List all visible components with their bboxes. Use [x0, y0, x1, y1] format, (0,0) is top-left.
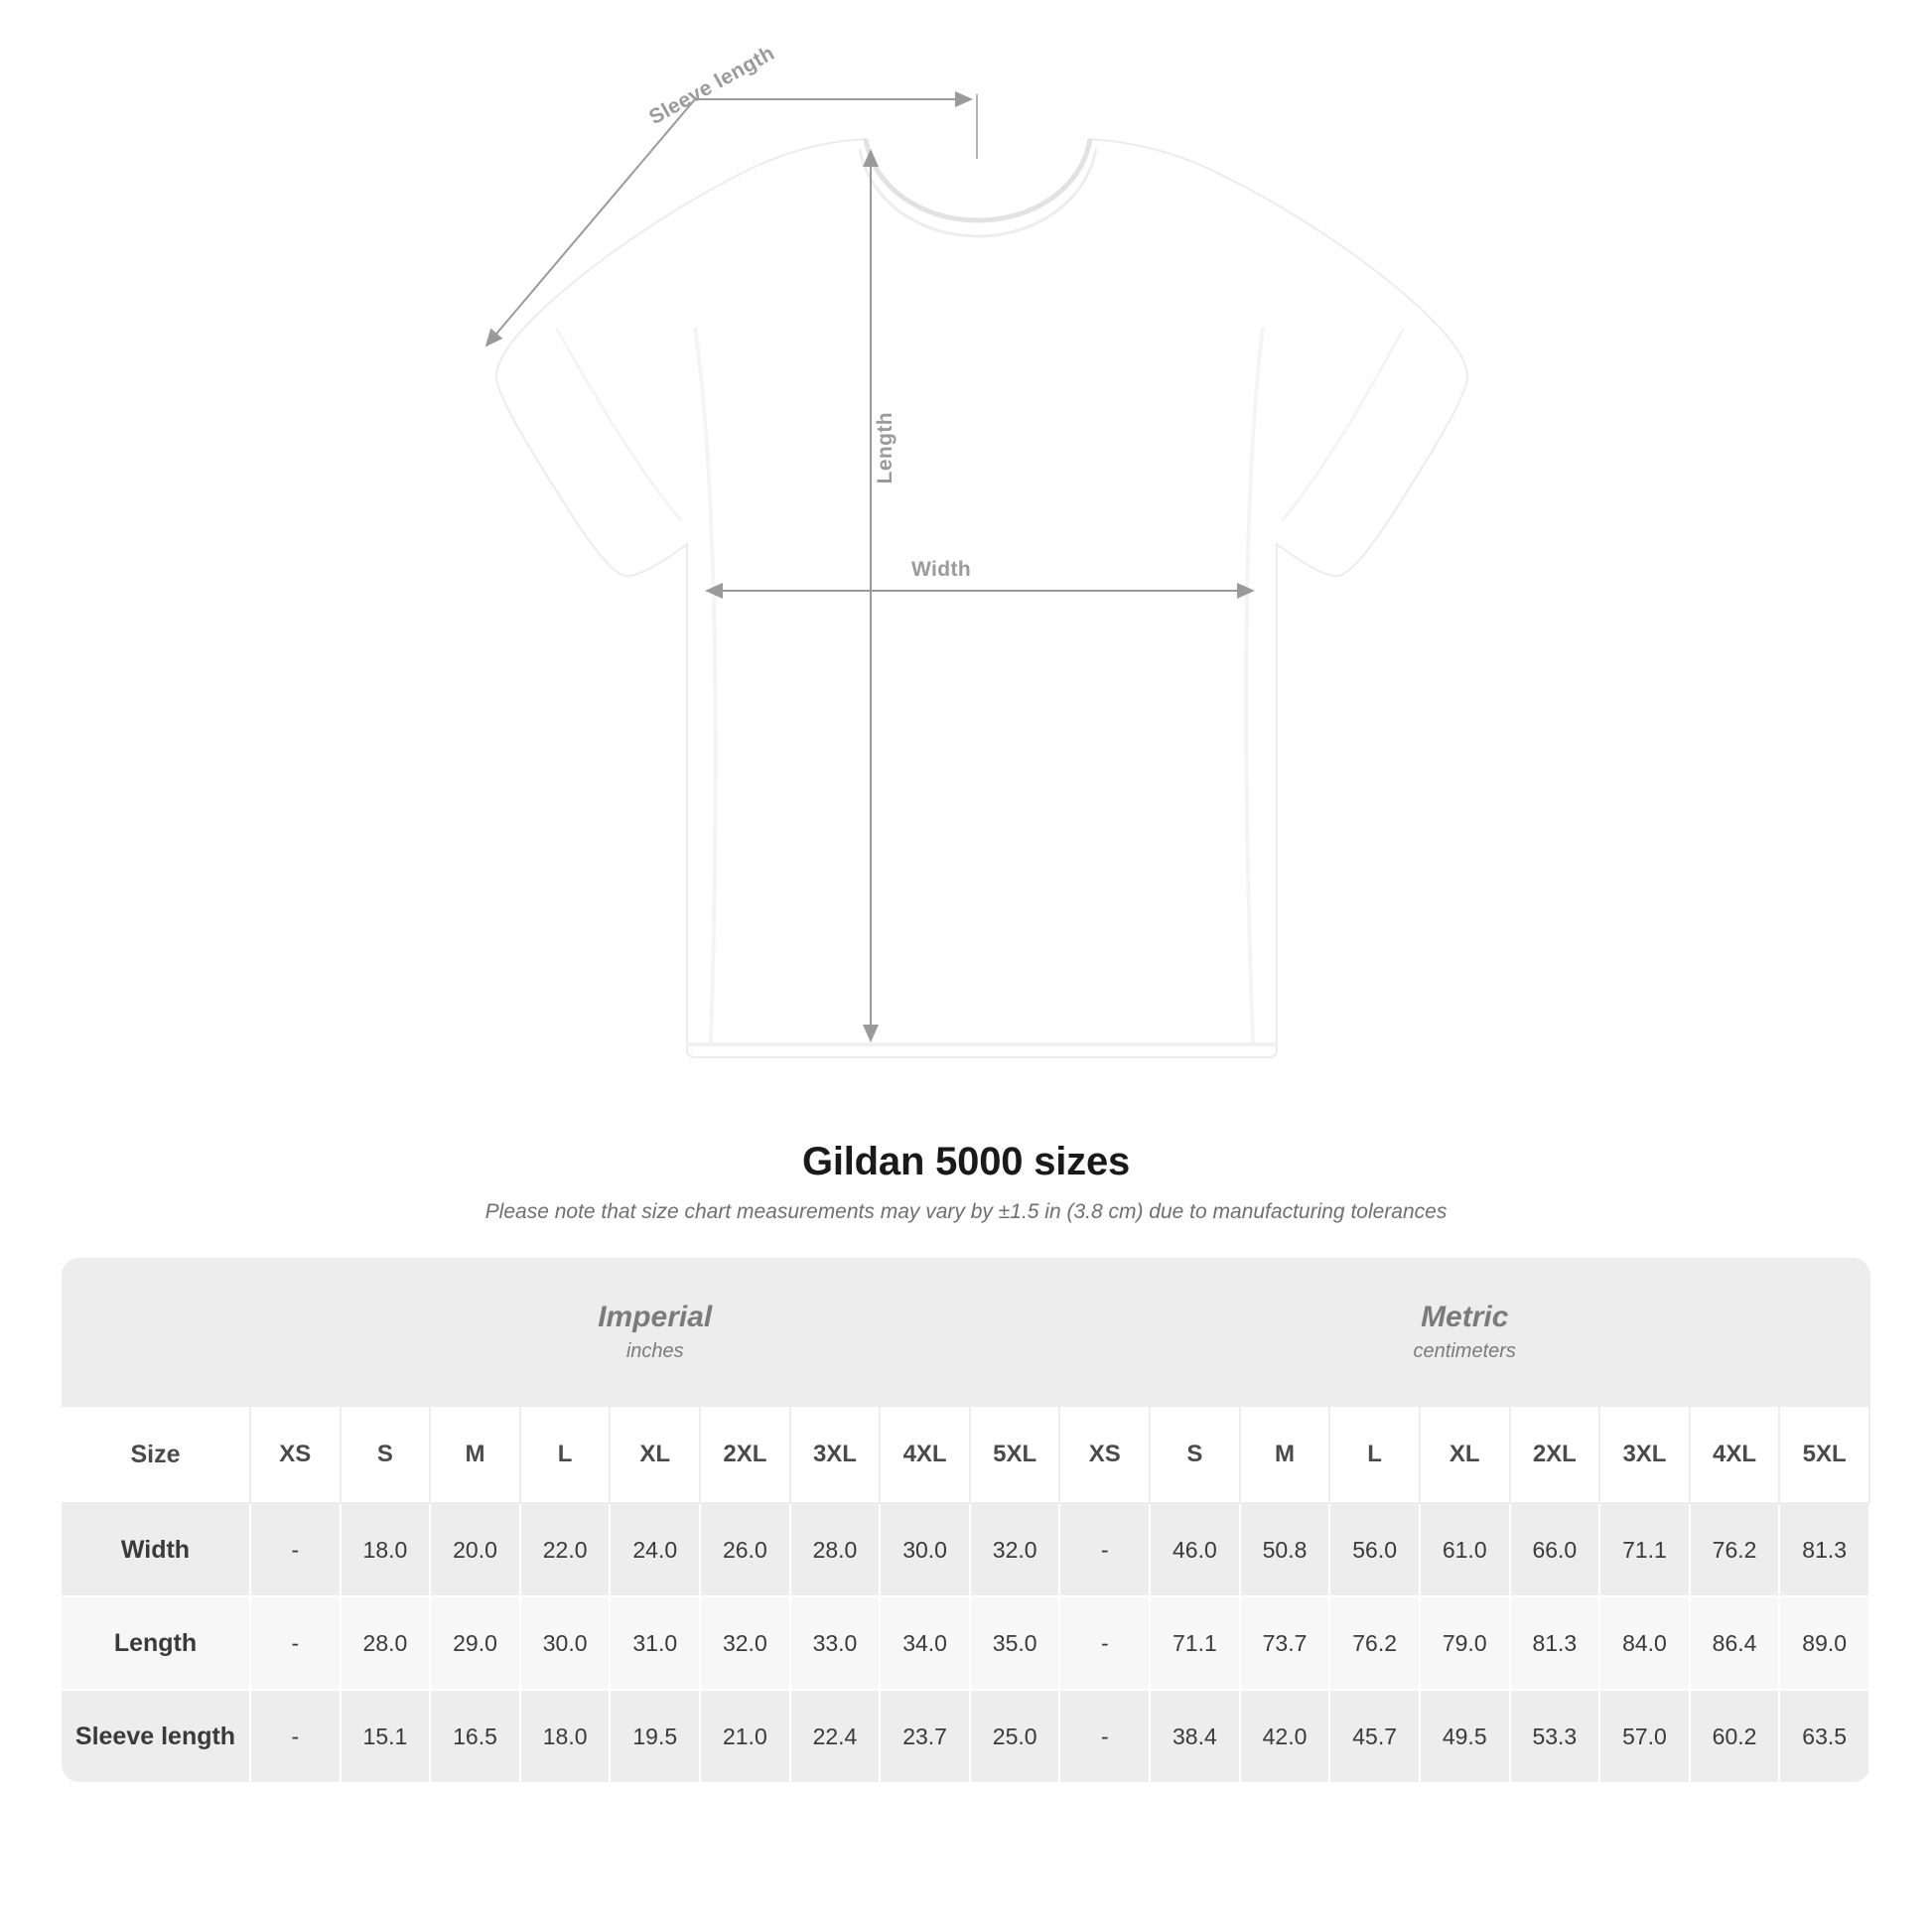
- cell-length-imperial-m: 29.0: [430, 1596, 520, 1690]
- cell-length-metric-l: 76.2: [1329, 1596, 1420, 1690]
- table-row: [62, 1503, 1869, 1596]
- size-header-imperial-xl: XL: [610, 1407, 700, 1503]
- cell-sleeve-imperial-m: 16.5: [430, 1690, 520, 1782]
- cell-sleeve-metric-l: 45.7: [1329, 1690, 1420, 1782]
- cell-width-imperial-l: 22.0: [520, 1503, 611, 1596]
- metric-unit-sub: centimeters: [1413, 1339, 1516, 1362]
- size-header-metric-xs: XS: [1059, 1407, 1150, 1503]
- size-header-metric-3xl: 3XL: [1599, 1407, 1690, 1503]
- cell-length-imperial-2xl: 32.0: [700, 1596, 790, 1690]
- cell-width-imperial-s: 18.0: [341, 1503, 431, 1596]
- cell-sleeve-metric-4xl: 60.2: [1690, 1690, 1780, 1782]
- title-block: [0, 1140, 1932, 1224]
- cell-sleeve-metric-3xl: 57.0: [1599, 1690, 1690, 1782]
- cell-length-imperial-5xl: 35.0: [970, 1596, 1060, 1690]
- cell-sleeve-imperial-xs: -: [250, 1690, 341, 1782]
- cell-length-imperial-s: 28.0: [341, 1596, 431, 1690]
- size-header-imperial-3xl: 3XL: [790, 1407, 881, 1503]
- cell-width-imperial-xl: 24.0: [610, 1503, 700, 1596]
- cell-length-metric-5xl: 89.0: [1779, 1596, 1869, 1690]
- cell-width-metric-l: 56.0: [1329, 1503, 1420, 1596]
- cell-width-imperial-m: 20.0: [430, 1503, 520, 1596]
- cell-sleeve-imperial-3xl: 22.4: [790, 1690, 881, 1782]
- cell-width-imperial-4xl: 30.0: [880, 1503, 970, 1596]
- cell-length-imperial-xl: 31.0: [610, 1596, 700, 1690]
- cell-length-imperial-xs: -: [250, 1596, 341, 1690]
- imperial-unit-header: [250, 1258, 1059, 1407]
- size-header-metric-l: L: [1329, 1407, 1420, 1503]
- sleeve-length-label: Sleeve length: [645, 41, 779, 130]
- cell-sleeve-metric-2xl: 53.3: [1510, 1690, 1600, 1782]
- size-header-metric-4xl: 4XL: [1690, 1407, 1780, 1503]
- cell-length-imperial-l: 30.0: [520, 1596, 611, 1690]
- size-table: [62, 1258, 1870, 1782]
- size-header-row: [62, 1407, 1869, 1503]
- imperial-unit-sub: inches: [625, 1339, 684, 1362]
- cell-length-imperial-3xl: 33.0: [790, 1596, 881, 1690]
- cell-width-imperial-5xl: 32.0: [970, 1503, 1060, 1596]
- cell-sleeve-imperial-l: 18.0: [520, 1690, 611, 1782]
- cell-sleeve-metric-xs: -: [1059, 1690, 1150, 1782]
- size-header-metric-5xl: 5XL: [1779, 1407, 1869, 1503]
- cell-width-imperial-xs: -: [250, 1503, 341, 1596]
- cell-width-metric-xl: 61.0: [1420, 1503, 1510, 1596]
- size-header-metric-2xl: 2XL: [1510, 1407, 1600, 1503]
- row-label-length: Length: [62, 1596, 250, 1690]
- cell-sleeve-metric-m: 42.0: [1240, 1690, 1330, 1782]
- cell-sleeve-metric-5xl: 63.5: [1779, 1690, 1869, 1782]
- cell-width-imperial-2xl: 26.0: [700, 1503, 790, 1596]
- width-label: Width: [911, 558, 972, 581]
- cell-sleeve-imperial-4xl: 23.7: [880, 1690, 970, 1782]
- size-header-imperial-s: S: [341, 1407, 431, 1503]
- cell-length-metric-s: 71.1: [1150, 1596, 1240, 1690]
- cell-length-imperial-4xl: 34.0: [880, 1596, 970, 1690]
- tshirt-shape: [496, 139, 1467, 1057]
- table-row: [62, 1596, 1869, 1690]
- cell-width-metric-5xl: 81.3: [1779, 1503, 1869, 1596]
- unit-header-row: [62, 1258, 1869, 1407]
- cell-width-metric-m: 50.8: [1240, 1503, 1330, 1596]
- cell-length-metric-xs: -: [1059, 1596, 1150, 1690]
- cell-sleeve-imperial-s: 15.1: [341, 1690, 431, 1782]
- cell-length-metric-xl: 79.0: [1420, 1596, 1510, 1690]
- cell-sleeve-imperial-2xl: 21.0: [700, 1690, 790, 1782]
- size-header-imperial-m: M: [430, 1407, 520, 1503]
- cell-sleeve-imperial-5xl: 25.0: [970, 1690, 1060, 1782]
- cell-width-metric-s: 46.0: [1150, 1503, 1240, 1596]
- cell-sleeve-imperial-xl: 19.5: [610, 1690, 700, 1782]
- size-table-container: [62, 1258, 1870, 1782]
- cell-length-metric-3xl: 84.0: [1599, 1596, 1690, 1690]
- size-header-imperial-l: L: [520, 1407, 611, 1503]
- cell-width-metric-xs: -: [1059, 1503, 1150, 1596]
- cell-width-metric-4xl: 76.2: [1690, 1503, 1780, 1596]
- metric-unit-header: [1059, 1258, 1869, 1407]
- row-label-sleeve-length: Sleeve length: [62, 1690, 250, 1782]
- cell-width-imperial-3xl: 28.0: [790, 1503, 881, 1596]
- size-header-imperial-2xl: 2XL: [700, 1407, 790, 1503]
- size-header-metric-xl: XL: [1420, 1407, 1510, 1503]
- tolerance-note: Please note that size chart measurements may vary by ±1.5 in (3.8 cm) due to manufacturing tolerances: [484, 1200, 1448, 1223]
- cell-length-metric-2xl: 81.3: [1510, 1596, 1600, 1690]
- size-header-imperial-5xl: 5XL: [970, 1407, 1060, 1503]
- metric-unit-name: Metric: [1421, 1301, 1509, 1334]
- cell-length-metric-m: 73.7: [1240, 1596, 1330, 1690]
- row-label-width: Width: [62, 1503, 250, 1596]
- page-title: Gildan 5000 sizes: [801, 1140, 1131, 1183]
- table-row: [62, 1690, 1869, 1782]
- cell-sleeve-metric-s: 38.4: [1150, 1690, 1240, 1782]
- length-label: Length: [874, 412, 897, 484]
- cell-width-metric-3xl: 71.1: [1599, 1503, 1690, 1596]
- size-header-imperial-xs: XS: [250, 1407, 341, 1503]
- size-header-metric-s: S: [1150, 1407, 1240, 1503]
- table-corner-cell: [62, 1258, 250, 1407]
- size-header-label: Size: [62, 1407, 250, 1503]
- imperial-unit-name: Imperial: [598, 1301, 713, 1334]
- cell-sleeve-metric-xl: 49.5: [1420, 1690, 1510, 1782]
- size-header-metric-m: M: [1240, 1407, 1330, 1503]
- cell-width-metric-2xl: 66.0: [1510, 1503, 1600, 1596]
- size-header-imperial-4xl: 4XL: [880, 1407, 970, 1503]
- cell-length-metric-4xl: 86.4: [1690, 1596, 1780, 1690]
